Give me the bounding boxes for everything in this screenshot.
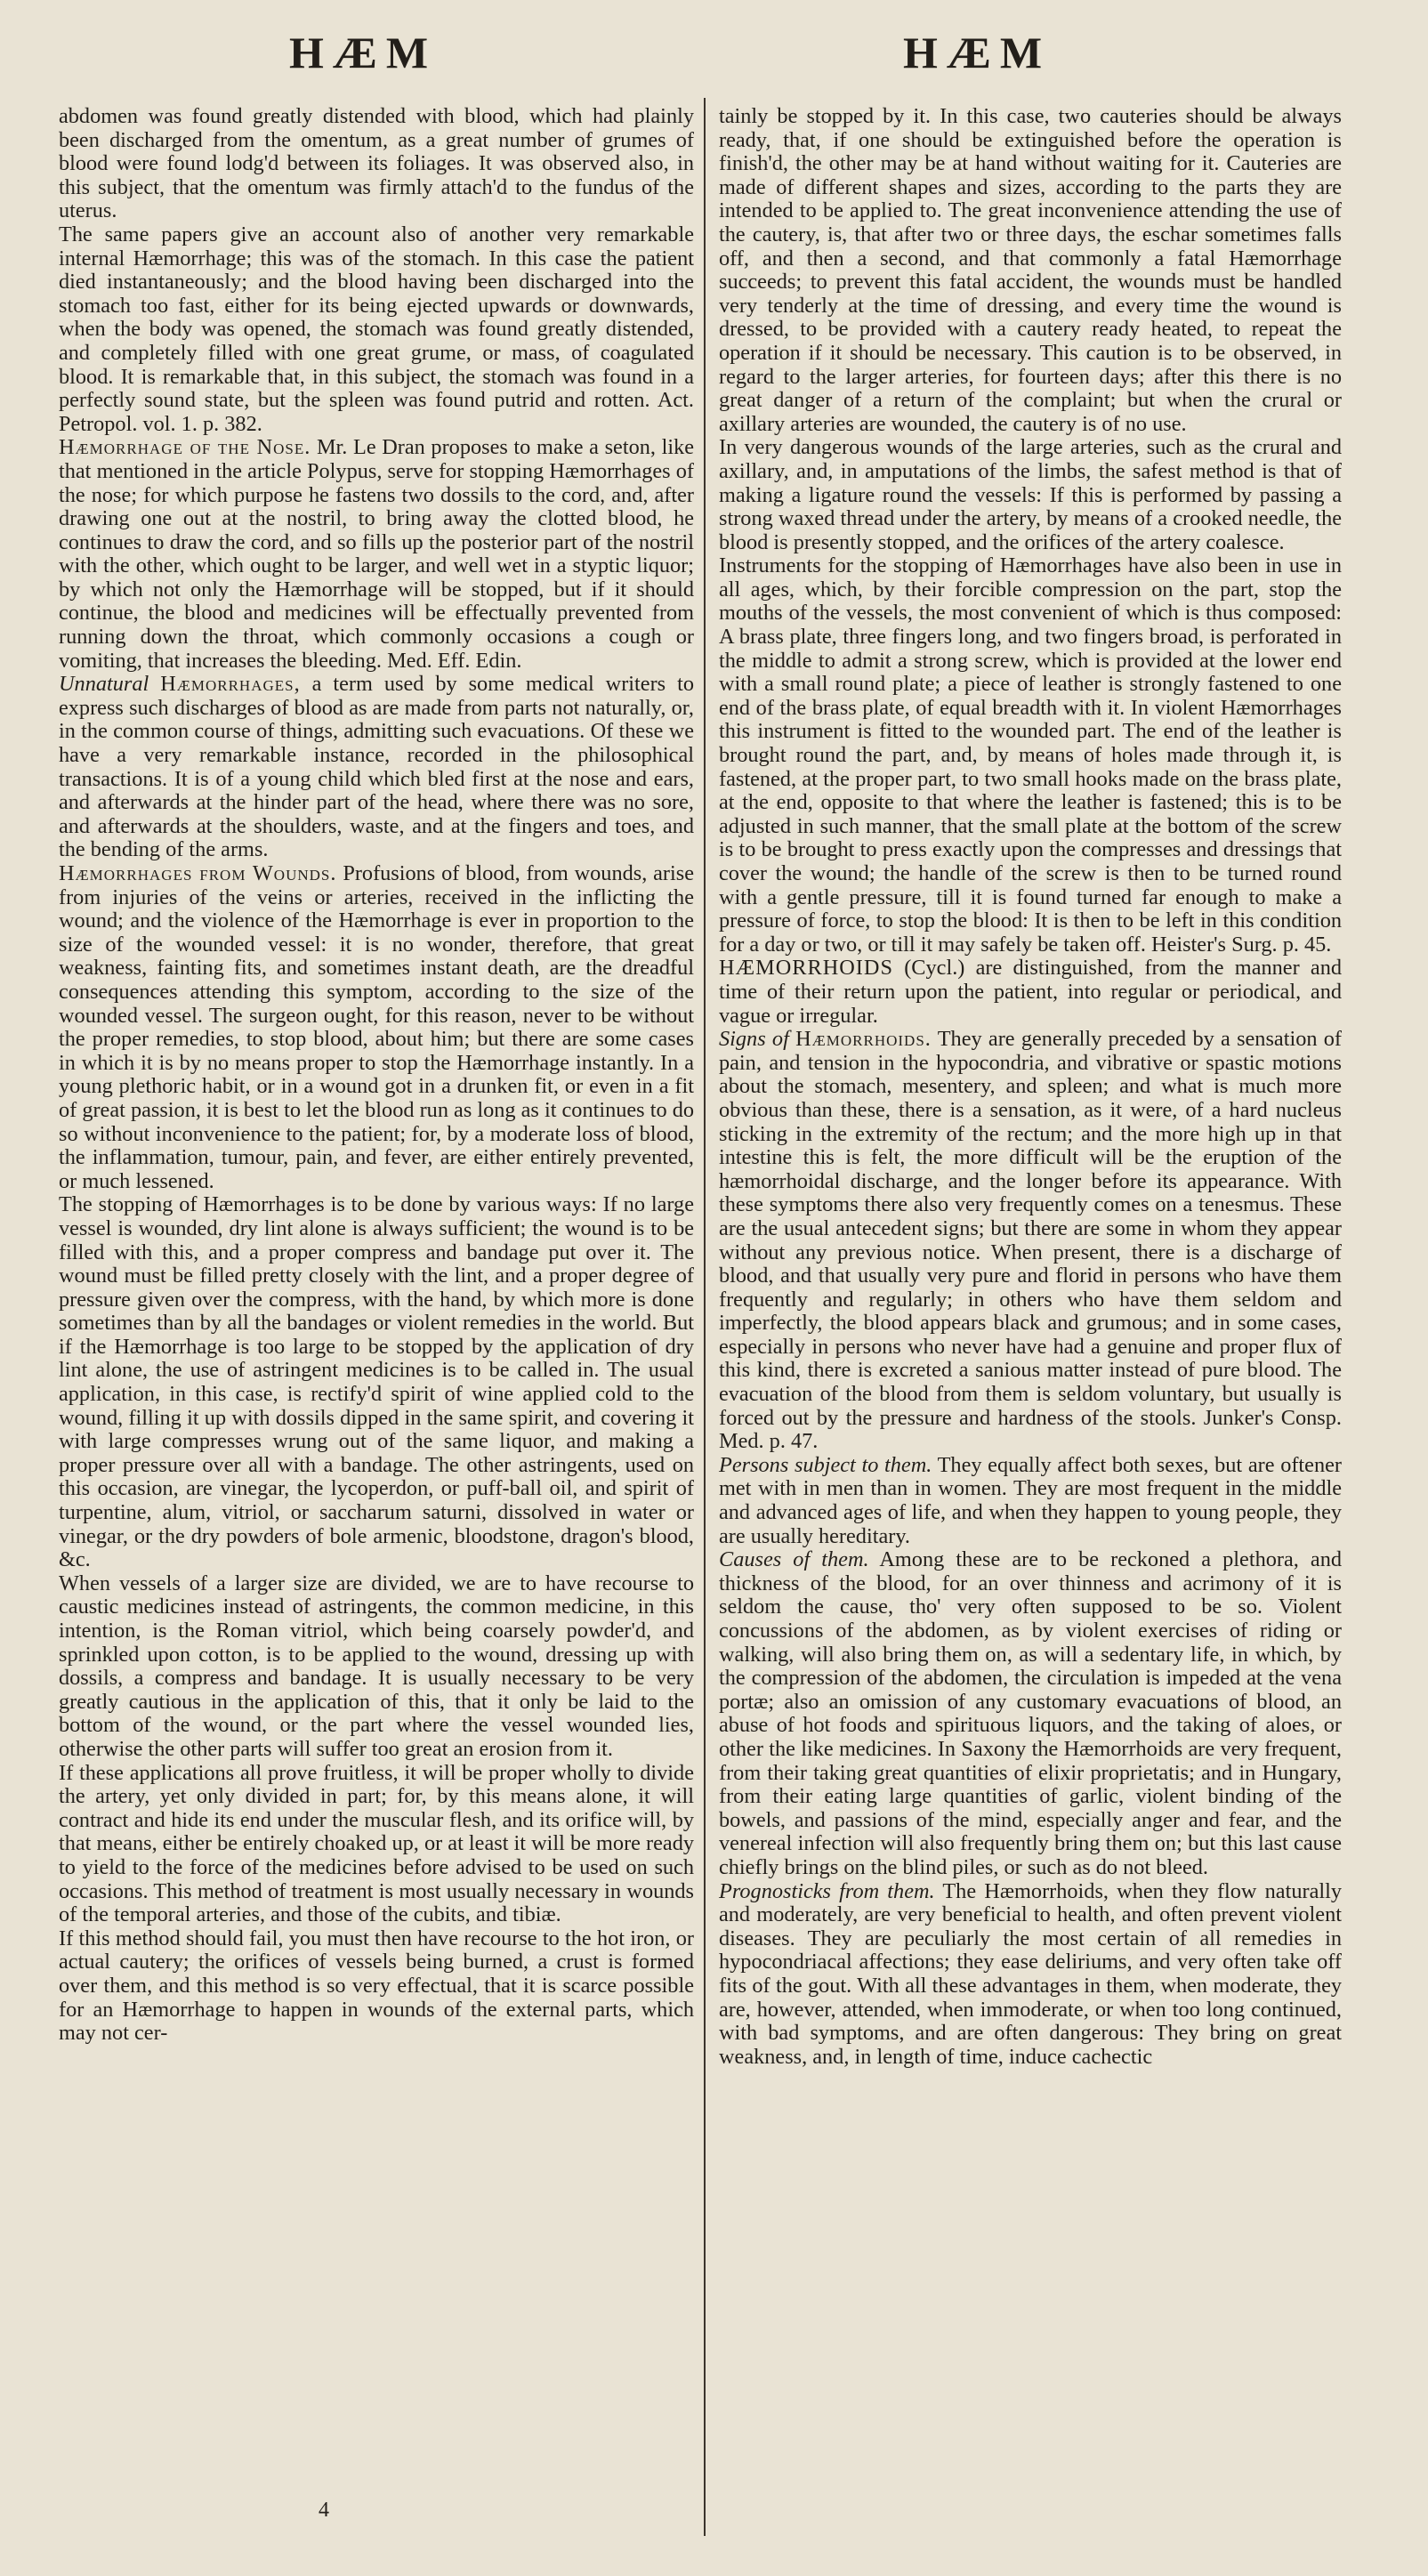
paragraph-text: Mr. Le Dran proposes to make a seton, like that mentioned in the article Polypus, serve for stopping Hæmorrhages of the nose; for which purpose he fastens two dossils to the cord, and, after drawing one out at the nostril, to bring away the clotted blood, he continues to draw the cord, and so fills up the posterior part of the nostril with the other, which ought to be larger, and well wet in a styptic liquor; by which not only the Hæmorrhage will be stopped, but if it should continue, the blood and medicines will be effectually prevented from running down the throat, which commonly occasions a cough or vomiting, that increases the bleeding. Med. Eff. Edin. xyxy=(59,435,695,673)
paragraph xyxy=(719,436,1342,554)
paragraph-text: They are generally preceded by a sensation of pain, and tension in the hypocondria, and vibrative or spastic motions about the stomach, mesentery, and spleen; and what is much more obvious than these, there is a sensation, as it were, of a hard nucleus sticking in the extremity of the rectum; and the more high up in that intestine this is felt, the more difficult will be the eruption of the hæmorrhoidal discharge, and the longer before its appearance. With these symptoms there also very frequently comes on a tenesmus. These are the usual antecedent signs; but there are some in whom they appear without any previous notice. When present, there is a discharge of blood, and that usually very pure and florid in persons who have them frequently and regularly; in others who have them seldom and imperfectly, the blood appears black and grumous; and in some cases, especially in persons who never have had a genuine and proper flux of this kind, there is excreted a sanious matter instead of pure blood. The evacuation of the blood from them is seldom voluntary, but usually is forced out by the pressure and hardness of the stools. Junker's Consp. Med. p. 47. xyxy=(719,1027,1343,1454)
paragraph-lead: Prognosticks from them. xyxy=(719,1878,935,1903)
paragraph xyxy=(719,1454,1342,1548)
paragraph xyxy=(719,1548,1342,1879)
paragraph-text: a term used by some medical writers to express such discharges of blood as are made from parts not naturally, or, in the common course of things, admitting such evacuations. Of these we have a very remarkable instance, recorded in the philosophical transactions. It is of a young child which bled first at the nose and ears, and afterwards at the hinder part of the head, where there was no sore, and afterwards at the shoulders, waste, and at the fingers and toes, and the bending of the arms. xyxy=(59,672,694,862)
paragraph-text: When vessels of a larger size are divided, we are to have recourse to caustic medicines instead of astringents, the common medicine, in this intention, is the Roman vitriol, which being coarsely powder'd, and sprinkled upon cotton, is to be applied to the wound, dressing up with dossils, a compress and bandage. It is usually necessary to be very greatly cautious in the application of this, that it only be laid to the bottom of the wound, or the part where the vessel wounded lies, otherwise the other parts will suffer too great an erosion from it. xyxy=(59,1571,694,1761)
entry-heading: Hæmorrhage of the Nose. xyxy=(59,435,311,460)
left-column xyxy=(59,105,694,2046)
paragraph xyxy=(59,436,694,673)
paragraph xyxy=(719,1880,1342,2070)
entry-heading: Hæmorrhages, xyxy=(160,672,301,697)
paragraph xyxy=(59,1762,694,1927)
paragraph xyxy=(59,862,694,1193)
page-number: 4 xyxy=(319,2499,329,2522)
paragraph-text: tainly be stopped by it. In this case, two cauteries should be always ready, that, if one should be extinguished before the operation is finish'd, the other may be at hand without waiting for it. Cauteries are made of different shapes and sizes, according to the parts they are intended to be applied to. The great inconvenience attending the use of the cautery, is, that after two or three days, the eschar sometimes falls off, and then a second, and that commonly a fatal Hæmorrhage succeeds; to prevent this fatal accident, the wounds must be handled very tenderly at the time of dressing, and every time the wound is dressed, to be provided with a cautery ready heated, to repeat the operation if it should be necessary. This caution is to be observed, in regard to the larger arteries, for fourteen days; after this there is no great danger of a return of the complaint; but when the crural or axillary arteries are wounded, the cautery is of no use. xyxy=(719,104,1342,436)
paragraph-lead: Causes of them. xyxy=(719,1547,869,1572)
paragraph xyxy=(719,554,1342,957)
paragraph-text: If these applications all prove fruitless, it will be proper wholly to divide the artery, yet only divided in part; for, by this means alone, it will contract and hide its end under the muscular flesh, and its orifice will, by that means, either be entirely choaked up, or at least it will be more ready to yield to the force of the medicines before advised to be used on such occasions. This method of treatment is most usually necessary in wounds of the temporal arteries, and those of the cubits, and tibiæ. xyxy=(59,1760,694,1927)
paragraph xyxy=(59,1572,694,1762)
paragraph-text: Instruments for the stopping of Hæmorrhages have also been in use in all ages, which, by their forcible compression on the part, stop the mouths of the vessels, the most convenient of which is thus composed: A brass plate, three fingers long, and two fingers broad, is perforated in the middle to admit a strong screw, which is provided at the lower end with a small round plate; a piece of leather is strongly fastened to one end of the brass plate, of equal breadth with it. In violent Hæmorrhages this instrument is fitted to the wounded part. The end of the leather is brought round the part, and, by means of holes made through it, is fastened, at the proper part, to two small hooks made on the brass plate, at the end, opposite to that where the leather is fastened; this is to be adjusted in such manner, that the small plate at the bottom of the screw is to be brought to press exactly upon the compresses and dressings that cover the wound; the handle of the screw is then to be turned round with a gentle pressure, till it is found turned far enough to make a pressure of force, to stop the blood: It is then to be left in this condition for a day or two, or till it may safely be taken off. Heister's Surg. p. 45. xyxy=(719,553,1342,957)
paragraph xyxy=(59,1193,694,1572)
paragraph-lead: Persons subject to them. xyxy=(719,1452,932,1477)
running-head-left: HÆM xyxy=(289,28,438,77)
paragraph-text: In very dangerous wounds of the large arteries, such as the crural and axillary, and, in amputations of the limbs, the safest method is that of making a ligature round the vessels: If this is performed by passing a strong waxed thread under the artery, by means of a crooked needle, the blood is presently stopped, and the orifices of the artery coalesce. xyxy=(719,435,1342,554)
paragraph xyxy=(719,1028,1342,1454)
paragraph xyxy=(59,1927,694,2046)
paragraph-lead: Signs of xyxy=(719,1027,796,1052)
paragraph-text: abdomen was found greatly distended with blood, which had plainly been discharged from the omentum, as a great number of grumes of blood were found lodg'd between its foliages. It was observed also, in this subject, that the omentum was firmly attach'd to the fundus of the uterus. xyxy=(59,104,694,223)
paragraph-text: The stopping of Hæmorrhages is to be done by various ways: If no large vessel is wounded, dry lint alone is always sufficient; the wound is to be filled with this, and a proper compress and bandage put over it. The wound must be filled pretty closely with the lint, and a proper degree of pressure given over the compress, with the hand, by which more is done sometimes than by all the bandages or violent remedies in the world. But if the Hæmorrhage is too large to be stopped by the application of dry lint alone, the use of astringent medicines is to be called in. The usual application, in this case, is rectify'd spirit of wine applied cold to the wound, filling it up with dossils dipped in the same spirit, and covering it with large compresses wrung out of the same liquor, and making a proper pressure over all with a bandage. The other astringents, used on this occasion, are vinegar, the lycoperdon, or puff-ball oil, and spirit of turpentine, alum, vitriol, or saccharum saturni, dissolved in water or vinegar, or the dry powders of bole armenic, bloodstone, dragon's blood, &c. xyxy=(59,1192,694,1572)
paragraph-text: Among these are to be reckoned a plethora, and thickness of the blood, for an over thinness and acrimony of it is seldom the cause, tho' very often supposed to be so. Violent concussions of the abdomen, as by violent exercises of riding or walking, will also bring them on, as will a sedentary life, in which, by the compression of the abdomen, the circulation is impeded at the vena portæ; also an omission of any customary evacuations of blood, an abuse of hot foods and spirituous liquors, and the taking of aloes, or other the like medicines. In Saxony the Hæmorrhoids are very frequent, from their taking great quantities of elixir proprietatis; and in Hungary, from their eating large quantities of garlic, violent binding of the bowels, and passions of the mind, especially anger and fear, and the venereal infection will also frequently bring them on; but this last cause chiefly brings on the blind piles, or such as do not bleed. xyxy=(719,1547,1342,1879)
right-column xyxy=(719,105,1342,2069)
paragraph xyxy=(719,105,1342,436)
paragraph-text: They equally affect both sexes, but are oftener met with in men than in women. They are most frequent in the middle and advanced ages of life, and when they happen to young people, they are usually hereditary. xyxy=(719,1452,1342,1548)
paragraph xyxy=(719,957,1342,1028)
paragraph xyxy=(59,105,694,223)
paragraph-lead: Unnatural xyxy=(59,672,161,697)
paragraph-text: (Cycl.) are distinguished, from the manner and time of their return upon the patient, into regular or periodical, and vague or irregular. xyxy=(719,956,1342,1028)
entry-heading: Hæmorrhages from Wounds. xyxy=(59,861,337,885)
entry-heading: Hæmorrhoids. xyxy=(795,1027,932,1052)
paragraph-text: If this method should fail, you must then have recourse to the hot iron, or actual cautery; the orifices of vessels being burned, a crust is formed over them, and this method is so very effectual, that it is scarce possible for an Hæmorrhage to happen in wounds of the external parts, which may not cer- xyxy=(59,1926,694,2046)
paragraph-text: Profusions of blood, from wounds, arise from injuries of the veins or arteries, received in the inflicting the wound; and the violence of the Hæmorrhage is ever in proportion to the size of the wounded vessel: it is no wonder, therefore, that great weakness, fainting fits, and sometimes instant death, are the dreadful consequences attending this symptom, according to the size of the wounded vessel. The surgeon ought, for this reason, never to be without the proper remedies, to stop blood, about him; but there are some cases in which it is by no means proper to stop the Hæmorrhage instantly. In a young plethoric habit, or in a wound got in a drunken fit, or even in a fit of great passion, it is best to let the blood run as long as it continues to do so without inconvenience to the patient; for, by a moderate loss of blood, the inflammation, tumour, pain, and fever, are either entirely prevented, or much lessened. xyxy=(59,861,694,1193)
entry-heading: HÆMORRHOIDS xyxy=(719,956,893,981)
paragraph-text: The Hæmorrhoids, when they flow naturally and moderately, are very beneficial to health, and often prevent violent diseases. They are peculiarly the most certain of all remedies in hypocondriacal affections; they ease deliriums, and very often take off fits of the gout. With all these advantages in them, when moderate, they are, however, attended, when immoderate, or when too long continued, with bad symptoms, and are often dangerous: They bring on great weakness, and, in length of time, induce cachectic xyxy=(719,1878,1342,2069)
paragraph-text: The same papers give an account also of another very remarkable internal Hæmorrhage; this was of the stomach. In this case the patient died instantaneously; and the blood having been discharged into the stomach too fast, either for its being ejected upwards or downwards, when the body was opened, the stomach was found greatly distended, and completely filled with one great grume, or mass, of coagulated blood. It is remarkable that, in this subject, the stomach was found in a perfectly sound state, but the spleen was found putrid and rotten. Act. Petropol. vol. 1. p. 382. xyxy=(59,222,694,436)
running-head-right: HÆM xyxy=(903,28,1052,77)
paragraph xyxy=(59,673,694,862)
paragraph xyxy=(59,223,694,436)
column-divider xyxy=(704,98,706,2536)
